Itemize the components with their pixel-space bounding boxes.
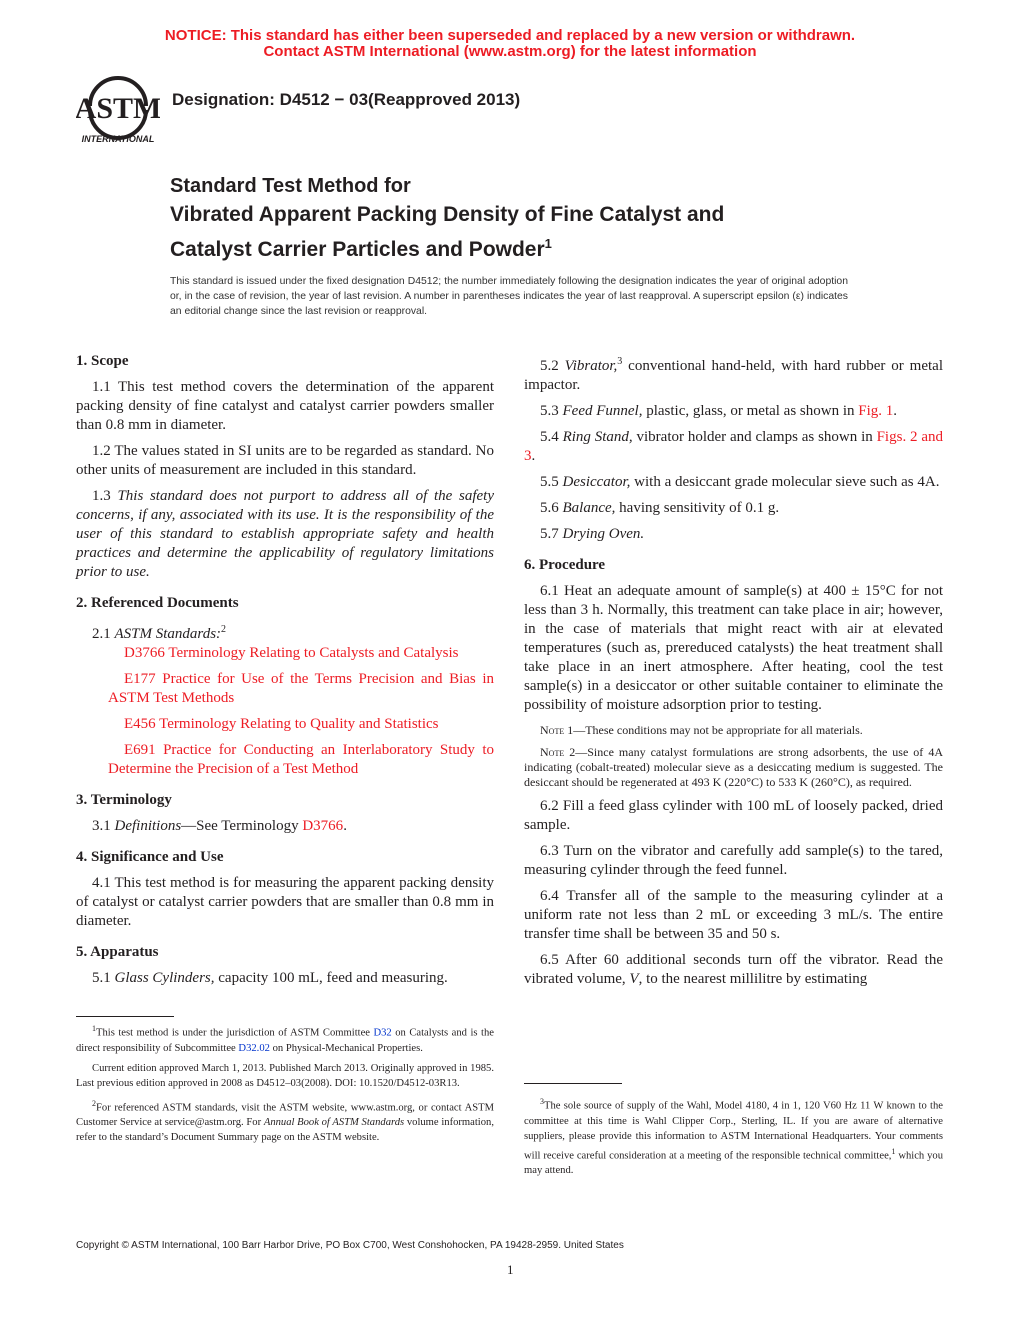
period: . bbox=[343, 818, 347, 834]
note-2 bbox=[524, 745, 943, 790]
note-1 bbox=[524, 723, 943, 738]
paragraph-number: 2.1 bbox=[92, 626, 115, 642]
footnotes-left bbox=[76, 1021, 494, 1145]
item-name: Desiccator, bbox=[562, 474, 631, 490]
reference-code-link[interactable]: E691 bbox=[124, 742, 156, 758]
paragraph-2-1 bbox=[76, 620, 494, 644]
footnote-text: For referenced ASTM standards, visit the ASTM website, www.astm.org, or contact ASTM Customer Service at service@astm.org. For bbox=[76, 1102, 494, 1129]
period: . bbox=[893, 403, 898, 419]
reference-item[interactable] bbox=[76, 741, 494, 779]
paragraph-text: 6.5 After 60 additional seconds turn off the vibrator. Read the vibrated volume, bbox=[524, 952, 943, 987]
footnote-rule-left bbox=[76, 1016, 174, 1017]
item-description: with a desiccant grade molecular sieve such as 4A. bbox=[630, 474, 940, 490]
paragraph-5-3 bbox=[524, 402, 943, 421]
paragraph-5-1 bbox=[76, 969, 494, 988]
definitions-text: —See Terminology bbox=[181, 818, 303, 834]
footnote-text: on Catalysts and is the direct responsibility of Subcommittee bbox=[76, 1027, 494, 1054]
paragraph-number: 5.2 bbox=[540, 358, 565, 374]
astm-standards-label: ASTM Standards: bbox=[114, 626, 222, 642]
item-description: conventional hand-held, with hard rubber or metal impactor. bbox=[524, 358, 943, 393]
title-line-2: Vibrated Apparent Packing Density of Fine Catalyst and bbox=[170, 203, 725, 226]
paragraph-1-3 bbox=[76, 487, 494, 582]
variable-v: V bbox=[629, 971, 639, 987]
item-name: Vibrator, bbox=[564, 358, 618, 374]
paragraph-5-4 bbox=[524, 428, 943, 466]
item-description: vibrator holder and clamps as shown in bbox=[632, 429, 877, 445]
title-line-3 bbox=[170, 229, 870, 264]
title-line-3-text: Catalyst Carrier Particles and Powder bbox=[170, 238, 545, 261]
astm-logo bbox=[76, 70, 160, 148]
footnote-text: volume information, refer to the standard’s Document Summary page on the ASTM website. bbox=[76, 1117, 494, 1144]
footnote-mark: 3 bbox=[617, 356, 623, 367]
paragraph-number: 5.5 bbox=[540, 474, 563, 490]
section-heading-scope: 1. Scope bbox=[76, 353, 129, 369]
paragraph-6-1: 6.1 Heat an adequate amount of sample(s) at 400 ± 15°C for not less than 3 h. Normally, this treatment can take place in air; however, in the case of materials that might react with air at elevated temperatures (such as, prereduced catalysts) the heat treatment shall take place in an inert atmosphere. After heating, cool the test sample(s) in a desiccator or other suitable container to eliminate the possibility of moisture adsorption prior to testing. bbox=[524, 583, 943, 713]
reference-list bbox=[76, 644, 494, 779]
section-heading-apparatus: 5. Apparatus bbox=[76, 944, 159, 960]
footnote-text: The sole source of supply of the Wahl, Model 4180, 4 in 1, 120 V60 Hz 11 W known to the committee at this time is Wahl Clipper Corp., Sterling, IL. If you are aware of alternative suppliers, please provide this information to ASTM International Headquarters. Your comments will receive careful consideration at a meeting of the responsible technical committee, bbox=[524, 1100, 943, 1162]
item-description: capacity 100 mL, feed and measuring. bbox=[214, 970, 448, 986]
title-line-1: Standard Test Method for bbox=[170, 175, 411, 197]
safety-statement: This standard does not purport to address all of the safety concerns, if any, associated with its use. It is the responsibility of the user of this standard to establish appropriate safety and health practices and determine the applicability of regulatory limitations prior to use. bbox=[76, 488, 495, 580]
subcommittee-link[interactable]: D32.02 bbox=[238, 1042, 270, 1054]
item-name: Ring Stand, bbox=[562, 429, 633, 445]
paragraph-5-7 bbox=[524, 525, 943, 544]
note-text: —Since many catalyst formulations are strong adsorbents, the use of 4A indicating (cobalt-treated) molecular sieve as a desiccating medium is suggested. The desiccant should be regenerated at 493 K (220°C) to 533 K (260°C), as required. bbox=[524, 745, 943, 789]
footnotes-right bbox=[524, 1094, 943, 1178]
paragraph-number: 5.3 bbox=[540, 403, 563, 419]
paragraph-6-2: 6.2 Fill a feed glass cylinder with 100 mL of loosely packed, dried sample. bbox=[524, 798, 943, 833]
notice-line-2: Contact ASTM International (www.astm.org) for the latest information bbox=[263, 43, 757, 60]
paragraph-6-3: 6.3 Turn on the vibrator and carefully add sample(s) to the tared, measuring cylinder through the feed funnel. bbox=[524, 843, 943, 878]
section-heading-referenced-documents: 2. Referenced Documents bbox=[76, 595, 239, 611]
note-label: Note 1 bbox=[540, 723, 574, 737]
astm-logo-icon bbox=[76, 70, 160, 148]
svg-text:ASTM: ASTM bbox=[76, 92, 160, 125]
title bbox=[170, 200, 870, 264]
paragraph-number: 5.7 bbox=[540, 526, 563, 542]
paragraph-5-6 bbox=[524, 499, 943, 518]
item-description: having sensitivity of 0.1 g. bbox=[615, 500, 780, 516]
reference-item[interactable] bbox=[76, 670, 494, 708]
section-heading-procedure: 6. Procedure bbox=[524, 557, 606, 573]
paragraph-number: 3.1 bbox=[92, 818, 115, 834]
paragraph-1-1: 1.1 This test method covers the determination of the apparent packing density of fine catalyst and catalyst carrier powders smaller than 0.8 mm in diameter. bbox=[76, 379, 494, 433]
reference-code-link[interactable]: E456 bbox=[124, 716, 156, 732]
paragraph-number: 5.4 bbox=[540, 429, 563, 445]
footnote-number: 1 bbox=[92, 1024, 96, 1033]
reference-code-link[interactable]: E177 bbox=[124, 671, 156, 687]
page-number: 1 bbox=[507, 1262, 514, 1277]
footnote-3 bbox=[524, 1094, 943, 1178]
figure-reference-link[interactable]: Figs. 2 and 3 bbox=[524, 429, 944, 464]
reference-title-link[interactable]: Practice for Conducting an Interlaboratory Study to Determine the Precision of a Test Method bbox=[108, 742, 494, 777]
period: . bbox=[531, 448, 536, 464]
paragraph-5-5 bbox=[524, 473, 943, 492]
reference-title-link[interactable]: Terminology Relating to Catalysts and Catalysis bbox=[164, 645, 459, 661]
definitions-label: Definitions bbox=[114, 818, 182, 834]
footnote-mark: 2 bbox=[221, 624, 227, 635]
notice-line-1: NOTICE: This standard has either been superseded and replaced by a new version or withdrawn. bbox=[164, 27, 856, 44]
paragraph-3-1 bbox=[76, 817, 494, 836]
paragraph-number: 1.3 bbox=[92, 488, 118, 504]
item-description: plastic, glass, or metal as shown in bbox=[642, 403, 859, 419]
reference-title-link[interactable]: Terminology Relating to Quality and Statistics bbox=[155, 716, 439, 732]
footnote-1 bbox=[76, 1021, 494, 1056]
paragraph-5-2 bbox=[524, 352, 943, 395]
reference-item[interactable] bbox=[76, 715, 494, 734]
paragraph-number: 5.6 bbox=[540, 500, 563, 516]
terminology-reference-link[interactable]: D3766 bbox=[302, 818, 344, 834]
paragraph-number: 5.1 bbox=[92, 970, 115, 986]
footnote-text: This test method is under the jurisdiction of ASTM Committee bbox=[96, 1027, 374, 1039]
footnote-rule-right bbox=[524, 1083, 622, 1084]
title-footnote-mark: 1 bbox=[544, 236, 552, 251]
reference-title-link[interactable]: Practice for Use of the Terms Precision and Bias in ASTM Test Methods bbox=[108, 671, 494, 706]
item-name: Glass Cylinders, bbox=[114, 970, 215, 986]
figure-reference-link[interactable]: Fig. 1 bbox=[858, 403, 894, 419]
footnote-italic-text: Annual Book of ASTM Standards bbox=[263, 1117, 405, 1129]
paragraph-text: , to the nearest millilitre by estimating bbox=[638, 971, 868, 987]
reference-item[interactable] bbox=[76, 644, 494, 663]
footnote-1-edition: Current edition approved March 1, 2013. Published March 2013. Originally approved in 1985. Last previous edition approved in 2008 as D4512–03(2008). DOI: 10.1520/D4512-03R13. bbox=[76, 1062, 494, 1089]
paragraph-4-1: 4.1 This test method is for measuring the apparent packing density of catalyst or catalyst carrier powders that are smaller than 0.8 mm in diameter. bbox=[76, 875, 494, 929]
left-column bbox=[76, 352, 494, 995]
paragraph-6-4: 6.4 Transfer all of the sample to the measuring cylinder at a uniform rate not less than 2 mL or exceeding 3 mL/s. The entire transfer time shall be between 35 and 50 s. bbox=[524, 888, 943, 942]
preamble: This standard is issued under the fixed designation D4512; the number immediately following the designation indicates the year of original adoption or, in the case of revision, the year of last revision. A number in parentheses indicates the year of last reapproval. A superscript epsilon (ε) indicates an editorial change since the last revision or reapproval. bbox=[170, 276, 848, 317]
section-heading-significance: 4. Significance and Use bbox=[76, 849, 224, 865]
note-label: Note 2 bbox=[540, 745, 576, 759]
footnote-number: 2 bbox=[92, 1098, 96, 1108]
footnote-text: on Physical-Mechanical Properties. bbox=[269, 1042, 423, 1054]
designation: Designation: D4512 − 03(Reapproved 2013) bbox=[172, 90, 521, 109]
footnote-2 bbox=[76, 1096, 494, 1146]
committee-link[interactable]: D32 bbox=[373, 1027, 392, 1039]
item-name: Balance, bbox=[562, 500, 616, 516]
footnote-text: which you may attend. bbox=[524, 1150, 944, 1177]
logo-text: INTERNATIONAL bbox=[81, 134, 155, 144]
footnote-mark: 1 bbox=[891, 1146, 896, 1156]
section-heading-terminology: 3. Terminology bbox=[76, 792, 172, 808]
item-name: Drying Oven. bbox=[562, 526, 645, 542]
footnote-number: 3 bbox=[540, 1097, 544, 1106]
item-name: Feed Funnel, bbox=[562, 403, 643, 419]
copyright-line: Copyright © ASTM International, 100 Barr Harbor Drive, PO Box C700, West Conshohocken, PA 19428-2959. United States bbox=[76, 1240, 624, 1251]
right-column bbox=[524, 352, 943, 996]
reference-code-link[interactable]: D3766 bbox=[124, 645, 165, 661]
note-text: —These conditions may not be appropriate for all materials. bbox=[573, 723, 863, 737]
paragraph-1-2: 1.2 The values stated in SI units are to be regarded as standard. No other units of measurement are included in this standard. bbox=[76, 443, 494, 478]
paragraph-6-5 bbox=[524, 951, 943, 989]
